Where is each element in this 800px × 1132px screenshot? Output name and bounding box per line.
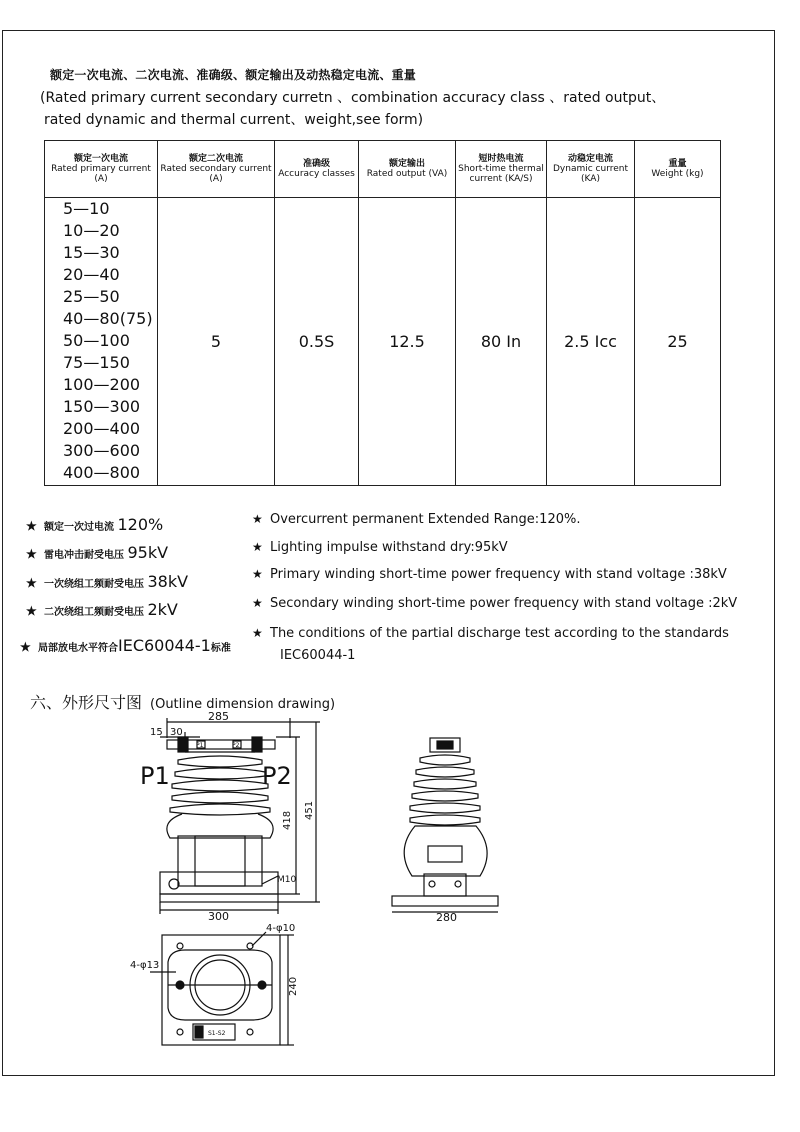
star-icon: ★ — [26, 576, 37, 590]
range-item: 200—400 — [63, 419, 141, 438]
note-en-secondary-voltage: ★ Secondary winding short-time power frequency with stand voltage :2kV — [252, 596, 738, 611]
dim-285: 285 — [208, 710, 229, 723]
table-row — [45, 198, 721, 486]
dim-280: 280 — [436, 911, 457, 924]
range-item: 40—80(75) — [63, 309, 153, 328]
accuracy-value: 0.5S — [275, 198, 359, 486]
header-cn: 额定一次电流、二次电流、准确级、额定输出及动热稳定电流、重量 — [50, 68, 417, 82]
star-icon: ★ — [26, 547, 37, 561]
note-cn-partial-discharge: ★ 局部放电水平符合IEC60044-1标准 — [20, 636, 231, 655]
range-item: 5—10 — [63, 199, 110, 218]
side-view — [392, 738, 498, 912]
range-item: 75—150 — [63, 353, 130, 372]
star-icon: ★ — [252, 540, 263, 554]
label-p2: P2 — [262, 762, 292, 790]
top-view — [150, 932, 294, 1045]
range-item: 100—200 — [63, 375, 141, 394]
note-en-overcurrent: ★ Overcurrent permanent Extended Range:120%. — [252, 512, 581, 527]
col-rated-output: 额定输出 Rated output (VA) — [359, 141, 456, 198]
label-hole-13: 4-φ13 — [130, 960, 160, 971]
thermal-value: 80 In — [456, 198, 547, 486]
star-icon: ★ — [252, 567, 263, 581]
star-icon: ★ — [252, 626, 263, 640]
col-thermal-current: 短时热电流 Short-time thermal current (KA/S) — [456, 141, 547, 198]
note-en-standard: IEC60044-1 — [280, 648, 356, 663]
star-icon: ★ — [26, 519, 37, 533]
note-en-partial-discharge: ★ The conditions of the partial discharge test according to the standards — [252, 626, 729, 641]
nameplate-label: S1-S2 — [208, 1030, 226, 1037]
note-en-primary-voltage: ★ Primary winding short-time power frequency with stand voltage :38kV — [252, 567, 727, 582]
dim-300: 300 — [208, 910, 229, 923]
header-en-line2: rated dynamic and thermal current、weight,see form) — [44, 112, 424, 128]
note-cn-overcurrent: ★ 额定一次过电流 120% — [26, 515, 164, 534]
label-hole-10: 4-φ10 — [266, 923, 296, 934]
col-dynamic-current: 动稳定电流 Dynamic current (KA) — [547, 141, 635, 198]
header-en-line1: (Rated primary current secondary curretn 、combination accuracy class 、rated output、 — [40, 90, 666, 106]
note-cn-secondary-voltage: ★ 二次绕组工频耐受电压 2kV — [26, 600, 178, 619]
range-item: 300—600 — [63, 441, 141, 460]
output-value: 12.5 — [359, 198, 456, 486]
dynamic-value: 2.5 Icc — [547, 198, 635, 486]
dim-240: 240 — [288, 976, 299, 996]
primary-ranges-cell — [45, 198, 158, 486]
range-item: 20—40 — [63, 265, 120, 284]
dim-451: 451 — [304, 800, 315, 820]
weight-value: 25 — [635, 198, 721, 486]
star-icon: ★ — [252, 512, 263, 526]
dim-418: 418 — [282, 810, 293, 830]
star-icon: ★ — [252, 596, 263, 610]
col-weight: 重量 Weight (kg) — [635, 141, 721, 198]
note-cn-impulse: ★ 雷电冲击耐受电压 95kV — [26, 543, 169, 562]
section-6-title: 六、外形尺寸图 (Outline dimension drawing) — [30, 693, 336, 712]
range-item: 50—100 — [63, 331, 130, 350]
range-item: 25—50 — [63, 287, 120, 306]
dim-30: 30 — [170, 727, 183, 738]
col-primary-current: 额定一次电流 Rated primary current (A) — [45, 141, 158, 198]
outline-drawing — [0, 700, 800, 1060]
table-header-row — [45, 141, 721, 198]
label-p1: P1 — [140, 762, 170, 790]
secondary-value: 5 — [158, 198, 275, 486]
star-icon: ★ — [20, 640, 31, 654]
range-item: 400—800 — [63, 463, 141, 482]
col-secondary-current: 额定二次电流 Rated secondary current (A) — [158, 141, 275, 198]
note-en-impulse: ★ Lighting impulse withstand dry:95kV — [252, 540, 508, 555]
star-icon: ★ — [26, 604, 37, 618]
col-accuracy: 准确级 Accuracy classes — [275, 141, 359, 198]
label-m10: M10 — [277, 875, 297, 885]
range-item: 10—20 — [63, 221, 120, 240]
note-cn-primary-voltage: ★ 一次绕组工频耐受电压 38kV — [26, 572, 189, 591]
label-p2-small: P2 — [232, 742, 240, 749]
range-item: 150—300 — [63, 397, 141, 416]
dim-15: 15 — [150, 727, 163, 738]
spec-table — [44, 140, 721, 486]
range-item: 15—30 — [63, 243, 120, 262]
label-p1-small: P1 — [196, 742, 204, 749]
